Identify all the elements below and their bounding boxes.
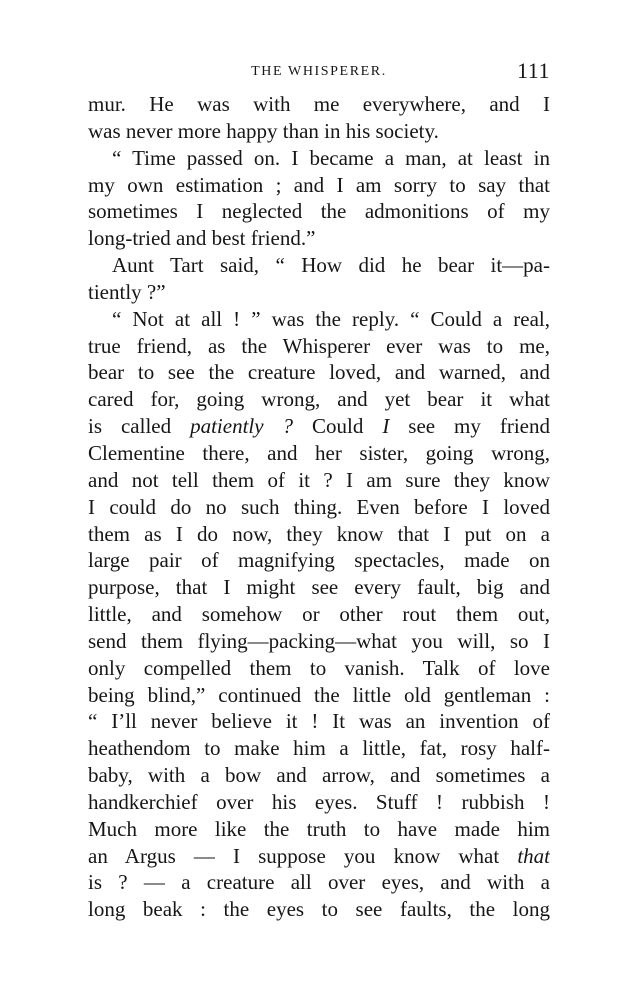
text-line: send them flying—packing—what you will, so I [88,628,550,653]
text-line: “ I’ll never believe it ! It was an invention of [88,709,550,734]
italic-text: I [382,414,390,439]
text-line: mur. He was with me everywhere, and I [88,92,550,116]
text-line: was never more happy than in his society. [88,118,439,143]
text-line: long beak : the eyes to see faults, the long [88,897,550,922]
text-line: is ? — a creature all over eyes, and with a [88,870,550,895]
text-line: only compelled them to vanish. Talk of love [88,655,550,680]
text-segment: see my friend [389,414,550,439]
text-line: long-tried and best friend.” [88,226,316,251]
italic-text: patiently ? [190,414,294,439]
text-segment: Could [293,414,383,439]
text-line: handkerchief over his eyes. Stuff ! rubbish ! [88,789,550,814]
text-line: Aunt Tart said, “ How did he bear it—pa- [112,253,550,278]
text-line [88,413,550,440]
text-segment: is called [88,414,191,439]
text-segment: an Argus — I suppose you know what [88,843,518,868]
text-line: Clementine there, and her sister, going wrong, [88,440,550,465]
text-line: bear to see the creature loved, and warned, and [88,360,550,385]
text-line: large pair of magnifying spectacles, made on [88,548,550,573]
text-line: I could do no such thing. Even before I loved [88,494,550,519]
text-line: true friend, as the Whisperer ever was to me, [88,333,550,358]
text-line: cared for, going wrong, and yet bear it what [88,387,550,412]
text-line: baby, with a bow and arrow, and sometimes a [88,763,550,788]
text-line: my own estimation ; and I am sorry to say that [88,172,550,197]
text-line: heathendom to make him a little, fat, rosy half- [88,736,550,761]
text-line: “ Time passed on. I became a man, at least in [112,145,550,170]
text-line: sometimes I neglected the admonitions of my [88,199,550,224]
text-line: Much more like the truth to have made him [88,816,550,841]
body-text [88,91,550,923]
page-number: 111 [517,58,550,83]
running-head [88,58,550,84]
text-line: being blind,” continued the little old gentleman : [88,682,550,707]
text-line: tiently ?” [88,279,166,304]
text-line: “ Not at all ! ” was the reply. “ Could a real, [112,306,550,331]
text-line [88,843,550,870]
text-line: and not tell them of it ? I am sure they know [88,467,550,492]
text-line: little, and somehow or other rout them out, [88,602,550,627]
italic-text: that [517,843,550,868]
running-title: THE WHISPERER. [251,64,387,79]
text-line: them as I do now, they know that I put on a [88,521,550,546]
text-line: purpose, that I might see every fault, big and [88,575,550,600]
